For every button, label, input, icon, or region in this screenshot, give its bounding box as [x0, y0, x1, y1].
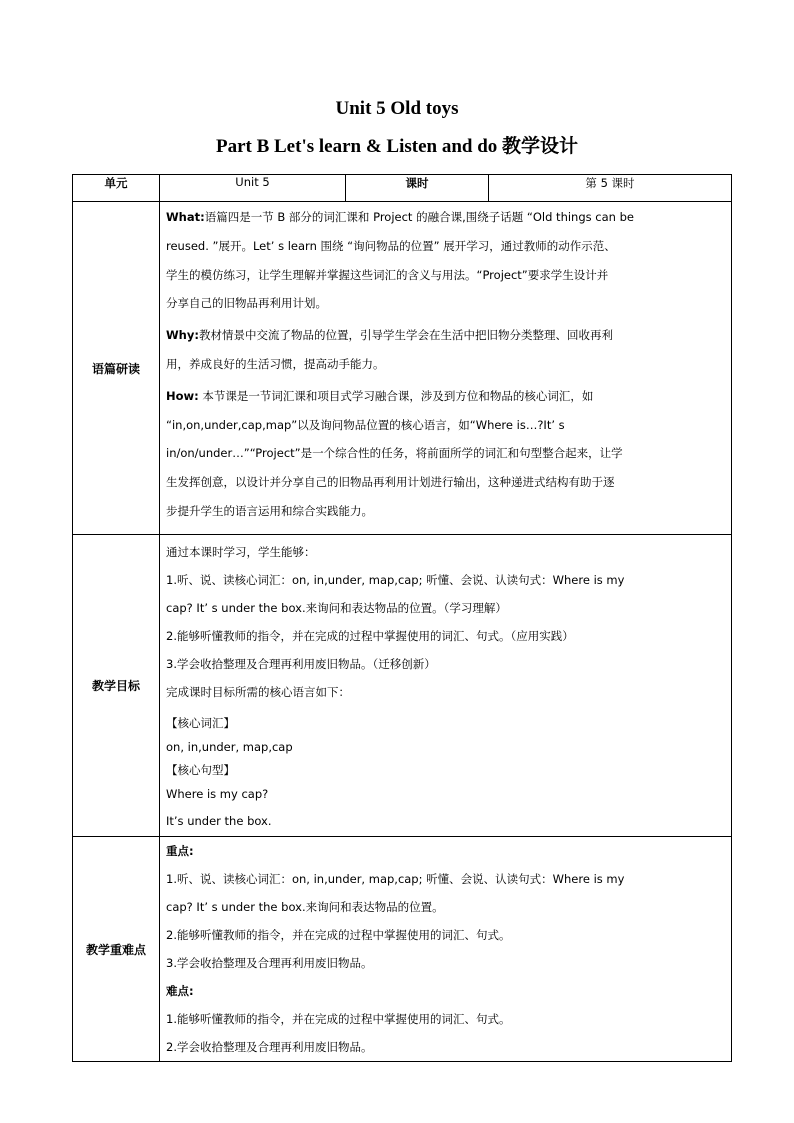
why-head: Why: — [166, 328, 199, 343]
key-point-2: 2.能够听懂教师的指令，并在完成的过程中掌握使用的词汇、句式。 — [166, 928, 511, 942]
what-line-2: reused. ”展开。Let’ s learn 围绕 “询问物品的位置” 展开学习，通过教师的动作示范、 — [166, 238, 616, 253]
difficulty-1: 1.能够听懂教师的指令，并在完成的过程中掌握使用的词汇、句式。 — [166, 1012, 511, 1026]
difficulty-2: 2.学会收拾整理及合理再利用废旧物品。 — [166, 1040, 373, 1054]
what-line-1: What:语篇四是一节 B 部分的词汇课和 Project 的融合课,围绕子话题 “Old things can be — [166, 210, 634, 224]
difficulties-heading: 难点: — [166, 984, 194, 998]
keypoints-row — [73, 837, 732, 1062]
core-language-intro: 完成课时目标所需的核心语言如下： — [166, 685, 350, 699]
why-line-2: 用，养成良好的生活习惯，提高动手能力。 — [166, 356, 385, 371]
key-point-1-line-2: cap? It’ s under the box.来询问和表达物品的位置。 — [166, 900, 444, 914]
analysis-content — [160, 202, 732, 535]
analysis-label: 语篇研读 — [73, 202, 160, 535]
goal-1-line-2: cap? It’ s under the box.来询问和表达物品的位置。（学习理解） — [166, 601, 507, 615]
document-title: Unit 5 Old toys — [335, 98, 459, 119]
what-line-4: 分享自己的旧物品再利用计划。 — [166, 296, 327, 311]
key-points-heading: 重点: — [166, 844, 194, 858]
period-label: 课时 — [346, 175, 489, 202]
goal-1-line-1: 1.听、说、读核心词汇：on, in,under, map,cap; 听懂、会说、认读句式：Where is my — [166, 573, 625, 587]
vocab-heading: 【核心词汇】 — [166, 716, 235, 730]
vocab-list: on, in,under, map,cap — [166, 739, 293, 754]
keypoints-content — [160, 837, 732, 1062]
key-point-1-line-1: 1.听、说、读核心词汇：on, in,under, map,cap; 听懂、会说、认读句式：Where is my — [166, 872, 625, 886]
why-line-1: Why:教材情景中交流了物品的位置，引导学生学会在生活中把旧物分类整理、回收再利 — [166, 328, 613, 343]
pattern-heading: 【核心句型】 — [166, 763, 235, 777]
period-value: 第 5 课时 — [489, 175, 732, 202]
how-head: How: — [166, 388, 199, 403]
lesson-plan-table — [72, 174, 732, 1062]
header-row — [73, 175, 732, 202]
how-line-2: “in,on,under,cap,map”以及询问物品位置的核心语言，如“Where is…?It’ s — [166, 417, 565, 432]
what-head: What: — [166, 210, 205, 224]
pattern-1: Where is my cap? — [166, 786, 269, 801]
goals-intro: 通过本课时学习，学生能够： — [166, 545, 316, 559]
document-subtitle: Part B Let's learn & Listen and do 教学设计 — [215, 136, 579, 157]
what-line-3: 学生的模仿练习，让学生理解并掌握这些词汇的含义与用法。“Project”要求学生设计并 — [166, 267, 609, 282]
pattern-2: It’s under the box. — [166, 814, 272, 828]
analysis-row — [73, 202, 732, 535]
how-line-4: 生发挥创意，以设计并分享自己的旧物品再利用计划进行输出，这种递进式结构有助于逐 — [166, 475, 615, 490]
goals-label: 教学目标 — [73, 535, 160, 837]
goal-3: 3.学会收拾整理及合理再利用废旧物品。（迁移创新） — [166, 657, 436, 671]
unit-value: Unit 5 — [160, 175, 346, 202]
goals-row — [73, 535, 732, 837]
how-line-1: How: 本节课是一节词汇课和项目式学习融合课，涉及到方位和物品的核心词汇，如 — [166, 388, 594, 403]
goals-content — [160, 535, 732, 837]
unit-label: 单元 — [73, 175, 160, 202]
goal-2: 2.能够听懂教师的指令，并在完成的过程中掌握使用的词汇、句式。（应用实践） — [166, 629, 574, 643]
keypoints-label: 教学重难点 — [73, 837, 160, 1062]
key-point-3: 3.学会收拾整理及合理再利用废旧物品。 — [166, 956, 373, 970]
how-line-5: 步提升学生的语言运用和综合实践能力。 — [166, 503, 373, 518]
how-line-3: in/on/under…”“Project”是一个综合性的任务，将前面所学的词汇和句型整合起来，让学 — [166, 446, 623, 461]
